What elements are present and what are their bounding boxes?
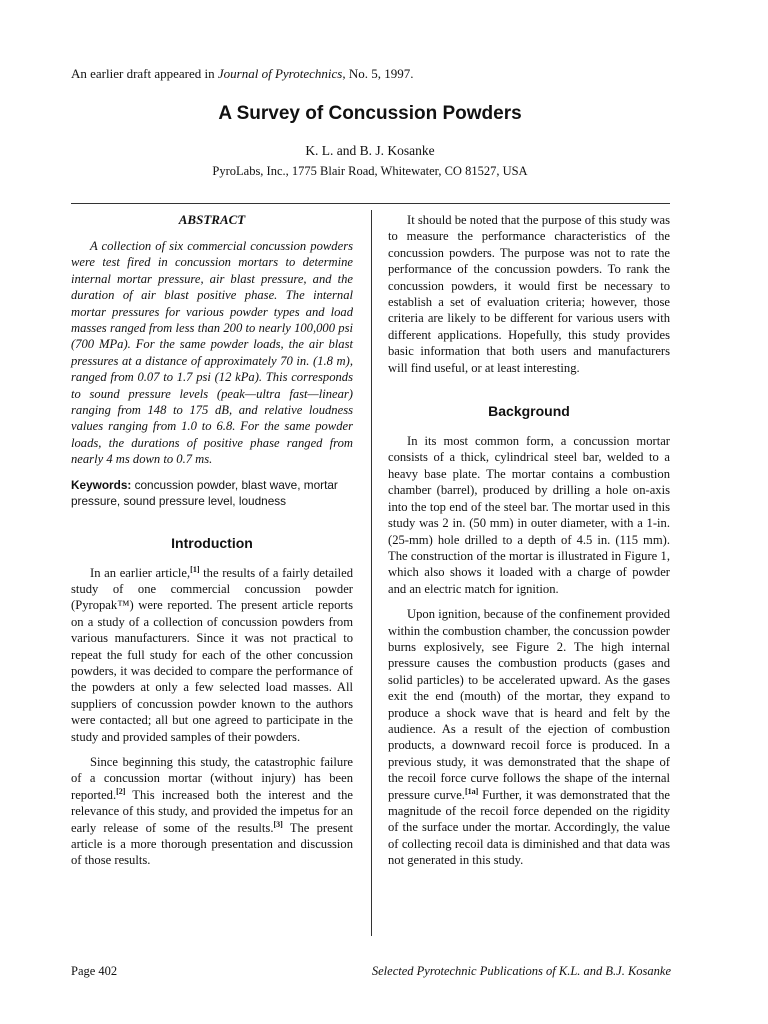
draft-note-prefix: An earlier draft appeared in <box>71 66 218 81</box>
header-divider <box>71 203 670 204</box>
reference-1[interactable]: [1] <box>190 564 200 574</box>
abstract-heading: ABSTRACT <box>178 212 246 227</box>
draft-note-suffix: , No. 5, 1997. <box>342 66 414 81</box>
intro-p1-text-b: the results of a fairly detailed study of one commercial concussion powder (Pyropak™) were reported. The present article reports on a study of a collection of concussion powders from various manufacturers. Since it was not practical to repeat the full study for each of the other concussion powders, it was decided to compare the performance of the powders at only a few selected load masses. All suppliers of concussion powder known to the authors were contacted; all but one agreed to participate in the study and provided samples of their powders. <box>71 565 353 744</box>
left-column <box>71 212 353 878</box>
introduction-paragraph-2 <box>71 754 353 869</box>
background-paragraph-2 <box>388 606 670 869</box>
keywords <box>71 477 353 510</box>
background-heading: Background <box>488 403 570 420</box>
background-paragraph-1: In its most common form, a concussion mortar consists of a thick, cylindrical steel bar, welded to a heavy base plate. The mortar contains a combustion chamber (barrel), produced by drilling a hole on-axis into the top end of the steel bar. The mortar used in this study was 2 in. (50 mm) in outer diameter, with a 1-in. (25-mm) hole drilled to a depth of 4.5 in. (115 mm). The construction of the mortar is illustrated in Figure 1, which also shows it loaded with a charge of powder and an electric match for ignition. <box>388 434 670 596</box>
introduction-paragraph-1 <box>71 565 353 745</box>
keywords-label: Keywords: <box>71 477 132 492</box>
abstract-text: A collection of six commercial concussion powders were test fired in concussion mortars to determine internal mortar pressure, air blast pressure, and the duration of air blast positive phase. The internal mortar pressures for various powder types and load masses ranged from less than 200 to nearly 100,000 psi (700 MPa). For the same powder loads, the air blast pressures at a distance of approximately 70 in. (1.8 m), ranged from 0.07 to 1.7 psi (12 kPa). This corresponds to sound pressure levels (peak—ultra fast—linear) ranging from 148 to 175 dB, and relative loudness values ranging from 1.0 to 6.8. For the same powder loads, the durations of positive phase ranged from nearly 4 ms down to 0.7 ms. <box>71 239 353 467</box>
introduction-heading: Introduction <box>171 534 253 551</box>
paper-authors: K. L. and B. J. Kosanke <box>305 143 435 158</box>
paper-title: A Survey of Concussion Powders <box>218 103 522 124</box>
reference-1a[interactable]: [1a] <box>464 786 479 796</box>
reference-3[interactable]: [3] <box>273 819 283 829</box>
reference-2[interactable]: [2] <box>116 786 126 796</box>
intro-p2-text-c: The present article is a more thorough presentation and discussion of those results. <box>71 820 353 868</box>
bg-p2-text-b: Further, it was demonstrated that the magnitude of the recoil force depended on the rigidity of the surface under the mortar. Accordingly, the value of collecting recoil data is diminished and that data was not generated in this study. <box>388 787 670 868</box>
page-number: Page 402 <box>71 964 118 978</box>
publication-footer: Selected Pyrotechnic Publications of K.L. and B.J. Kosanke <box>371 964 671 978</box>
right-column <box>388 212 670 878</box>
bg-p2-text-a: Upon ignition, because of the confinement provided within the combustion chamber, the concussion powder burns explosively, see Figure 2. The high internal pressure causes the combustion products (gases and solid particles) to be accelerated upward. As the gases exit the end (mouth) of the mortar, they expand to produce a shock wave that is heard and felt by the audience. As a result of the ejection of combustion products, a downward recoil force is produced. In a previous study, it was demonstrated that the shape of the recoil force curve follows the shape of the internal pressure curve. <box>388 607 670 802</box>
intro-p2-text-b: This increased both the interest and the relevance of this study, and provided the impetus for an early release of some of the results. <box>71 787 353 835</box>
column-divider <box>371 210 372 936</box>
keywords-text: concussion powder, blast wave, mortar pressure, sound pressure level, loudness <box>71 477 338 509</box>
purpose-paragraph: It should be noted that the purpose of this study was to measure the performance characteristics of the concussion powders. The purpose was not to rate the performance of the concussion powders. To rank the concussion powders, it would first be necessary to establish a set of evaluation criteria; however, those criteria are likely to be different for various users with different applications. Hopefully, this study provides basic information that both users and manufacturers will find useful, or at least interesting. <box>388 213 670 375</box>
paper-affiliation: PyroLabs, Inc., 1775 Blair Road, Whitewater, CO 81527, USA <box>212 164 528 178</box>
draft-note-journal: Journal of Pyrotechnics <box>217 66 343 81</box>
draft-note <box>71 66 691 82</box>
intro-p1-text-a: In an earlier article, <box>90 565 191 580</box>
intro-p2-text-a: Since beginning this study, the catastrophic failure of a concussion mortar (without injury) has been reported. <box>71 754 353 802</box>
